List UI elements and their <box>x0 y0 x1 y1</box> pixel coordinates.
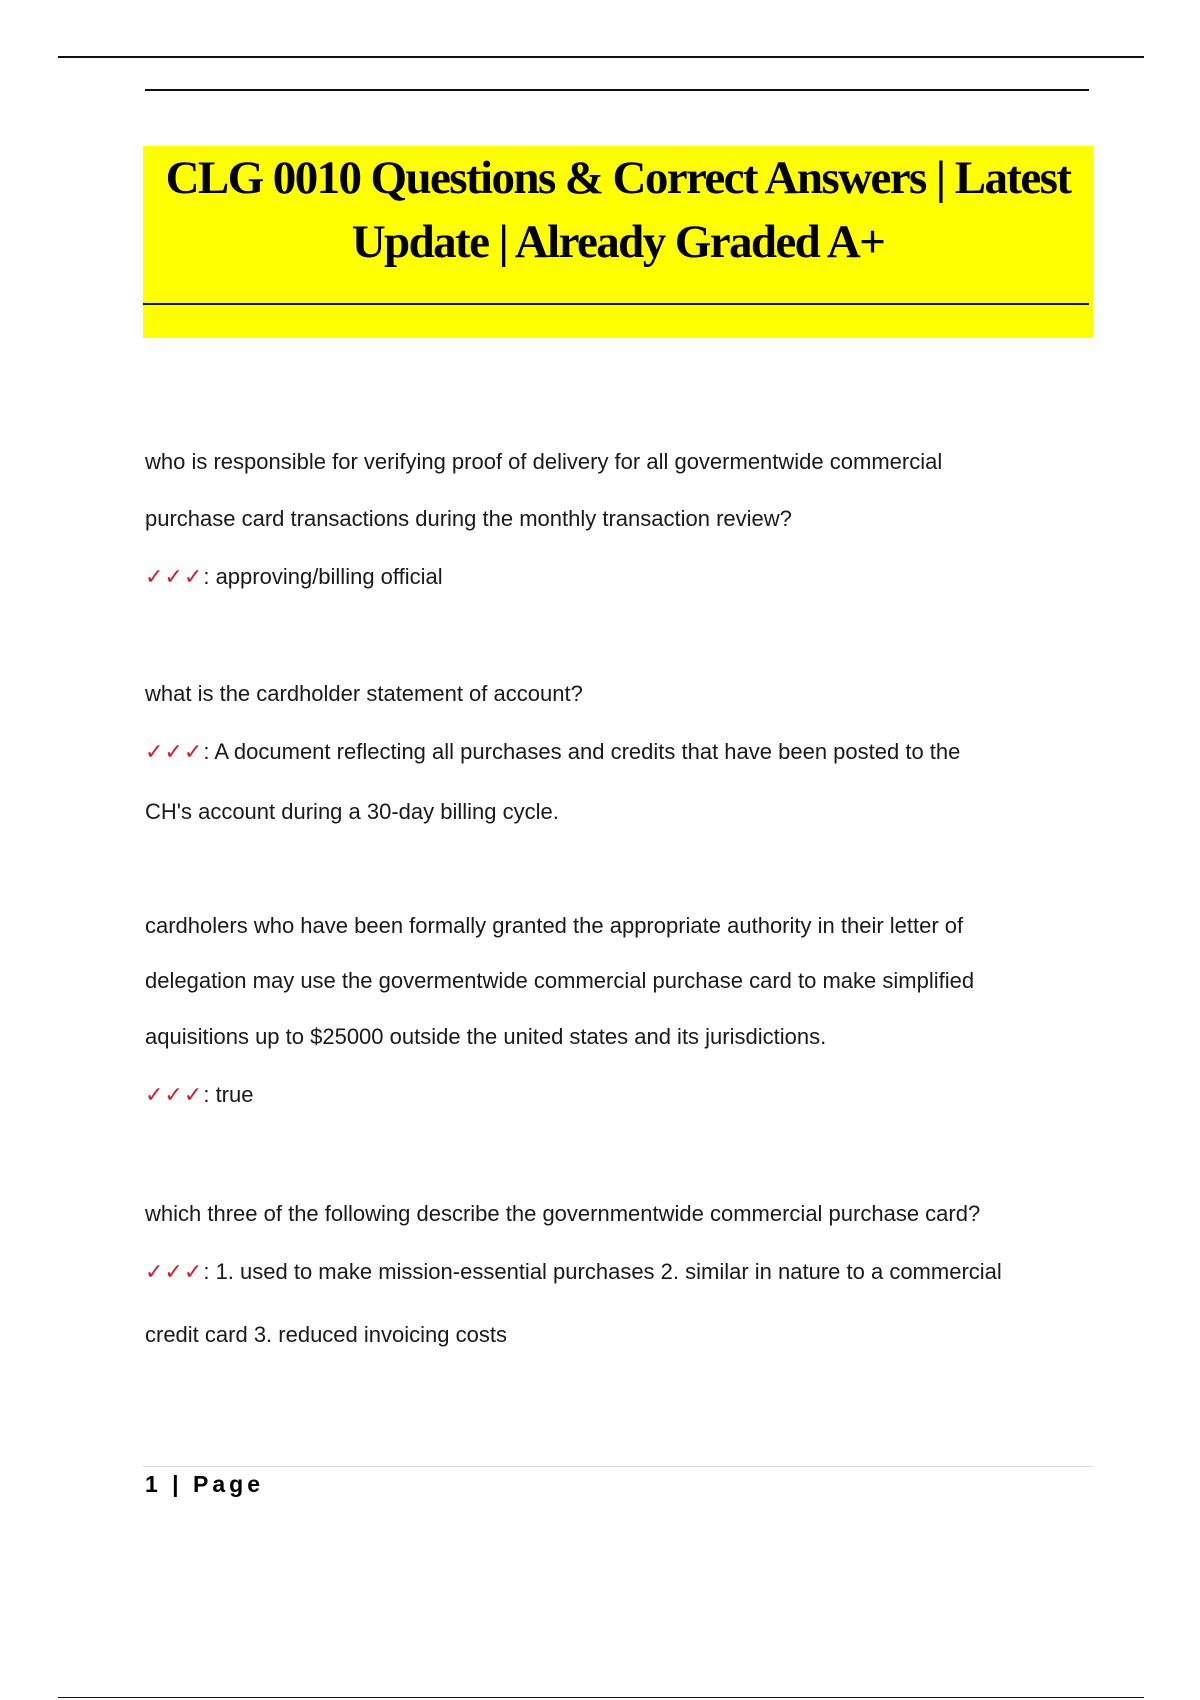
answer-line <box>145 1082 253 1108</box>
question-line: who is responsible for verifying proof of delivery for all govermentwide commercial <box>145 449 943 474</box>
check-marks-icon: ✓✓✓ <box>145 564 204 589</box>
answer-line <box>145 1259 1002 1285</box>
answer-separator: : <box>203 739 210 764</box>
top-inner-rule <box>145 89 1089 91</box>
question-line: purchase card transactions during the monthly transaction review? <box>145 506 792 531</box>
question-line: delegation may use the govermentwide commercial purchase card to make simplified <box>145 968 975 993</box>
check-marks-icon: ✓✓✓ <box>145 1259 204 1284</box>
answer-line <box>145 739 960 765</box>
question-line: which three of the following describe the governmentwide commercial purchase card? <box>145 1201 981 1226</box>
answer-text: 1. used to make mission-essential purchases 2. similar in nature to a commercial <box>215 1259 1002 1284</box>
question-line: cardholers who have been formally granted the appropriate authority in their letter of <box>145 913 964 938</box>
answer-separator: : <box>203 1082 210 1107</box>
answer-separator: : <box>203 564 210 589</box>
page-number: 1 | Page <box>145 1471 264 1497</box>
bottom-rule <box>58 1697 1144 1698</box>
answer-text: true <box>215 1082 254 1107</box>
question-line: aquisitions up to $25000 outside the united states and its jurisdictions. <box>145 1024 827 1049</box>
question-line: what is the cardholder statement of account? <box>145 681 583 706</box>
answer-text: approving/billing official <box>215 564 443 589</box>
title-highlight-block <box>143 146 1093 338</box>
title-line-1: CLG 0010 Questions & Correct Answers | Latest <box>165 152 1071 204</box>
title-underline <box>143 303 1089 305</box>
title-line-2: Update | Already Graded A+ <box>351 216 885 268</box>
answer-line-continued: CH's account during a 30-day billing cycle. <box>145 799 559 824</box>
check-marks-icon: ✓✓✓ <box>145 739 204 764</box>
answer-separator: : <box>203 1259 210 1284</box>
top-outer-rule <box>58 56 1144 58</box>
answer-text: A document reflecting all purchases and credits that have been posted to the <box>214 739 961 764</box>
footer-rule <box>143 1466 1093 1467</box>
answer-line <box>145 564 443 590</box>
check-marks-icon: ✓✓✓ <box>145 1082 204 1107</box>
answer-line-continued: credit card 3. reduced invoicing costs <box>145 1322 507 1347</box>
